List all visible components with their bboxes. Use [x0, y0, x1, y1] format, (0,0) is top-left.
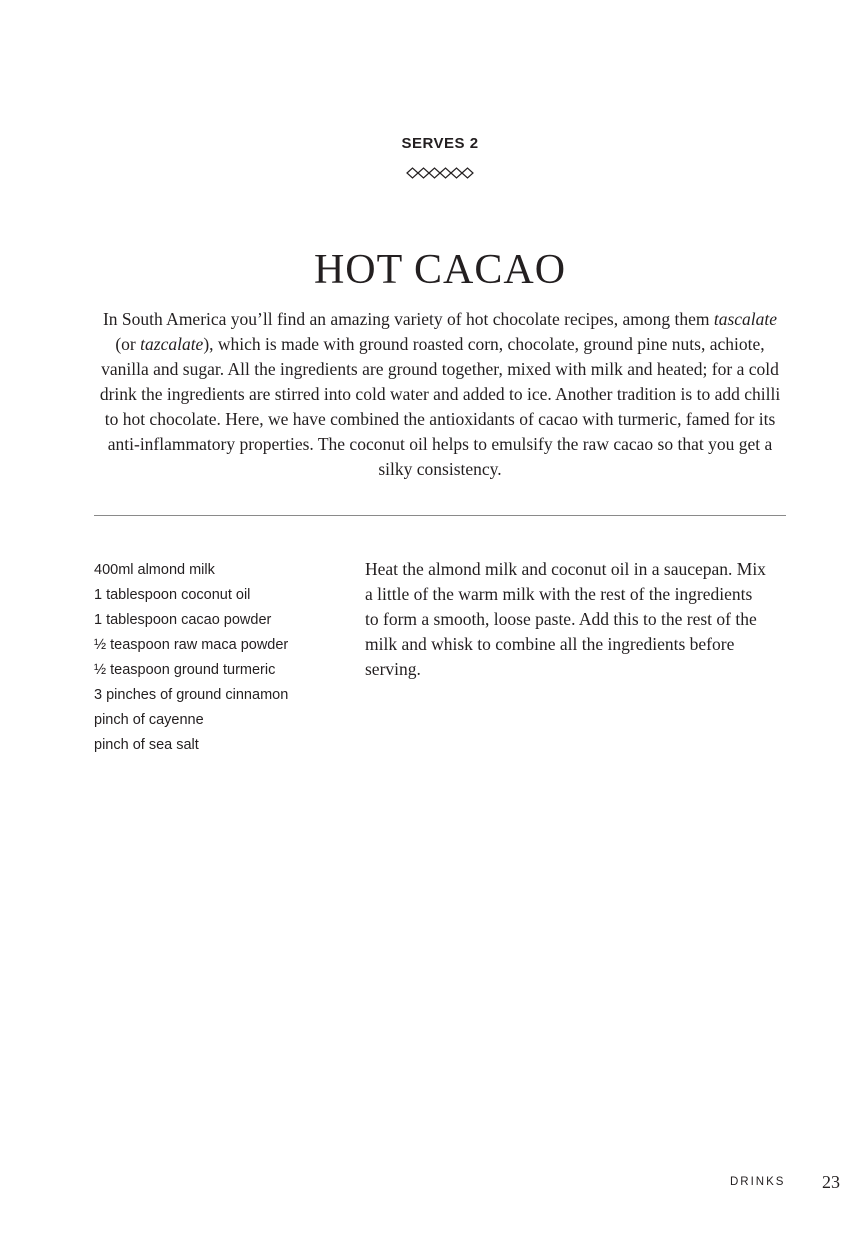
page-number: 23 — [822, 1172, 840, 1192]
ingredient-item: 1 tablespoon coconut oil — [94, 587, 251, 603]
serves-label: SERVES 2 — [401, 135, 479, 152]
diamond-chain-icon — [406, 166, 476, 180]
ingredient-item: ½ teaspoon ground turmeric — [94, 662, 276, 678]
ingredient-item: pinch of sea salt — [94, 737, 199, 753]
ingredient-item: pinch of cayenne — [94, 712, 204, 728]
recipe-intro — [94, 307, 786, 482]
intro-italic-tascalate: tascalate — [713, 309, 778, 329]
section-divider — [94, 515, 786, 516]
ingredient-item: 1 tablespoon cacao powder — [94, 612, 272, 628]
footer-section-label: DRINKS — [730, 1176, 786, 1188]
ingredients-list — [94, 558, 354, 758]
recipe-title: HOT CACAO — [313, 247, 567, 293]
intro-text-2: (or — [115, 334, 141, 354]
intro-italic-tazcalate: tazcalate — [140, 334, 204, 354]
ingredient-item: ½ teaspoon raw maca powder — [94, 637, 289, 653]
intro-text-3: ), which is made with ground roasted corn, chocolate, ground pine nuts, achiote, vanilla and sugar. All the ingredients are ground together, mixed with milk and heated; for a cold drink the ingredients are stirred into cold water and added to ice. Another tradition is to add chilli to hot chocolate. Here, we have combined the antioxidants of cacao with turmeric, famed for its anti-inflammatory properties. The coconut oil helps to emulsify the raw cacao so that you get a silky consistency. — [99, 334, 781, 479]
ingredient-item: 3 pinches of ground cinnamon — [94, 687, 289, 703]
intro-text-1: In South America you’ll find an amazing variety of hot chocolate recipes, among them — [102, 309, 714, 329]
ingredient-item: 400ml almond milk — [94, 562, 215, 578]
method-text: Heat the almond milk and coconut oil in a saucepan. Mix a little of the warm milk with the rest of the ingredients to form a smooth, loose paste. Add this to the rest of the milk and whisk to combine all the ingredients before serving. — [365, 559, 766, 679]
